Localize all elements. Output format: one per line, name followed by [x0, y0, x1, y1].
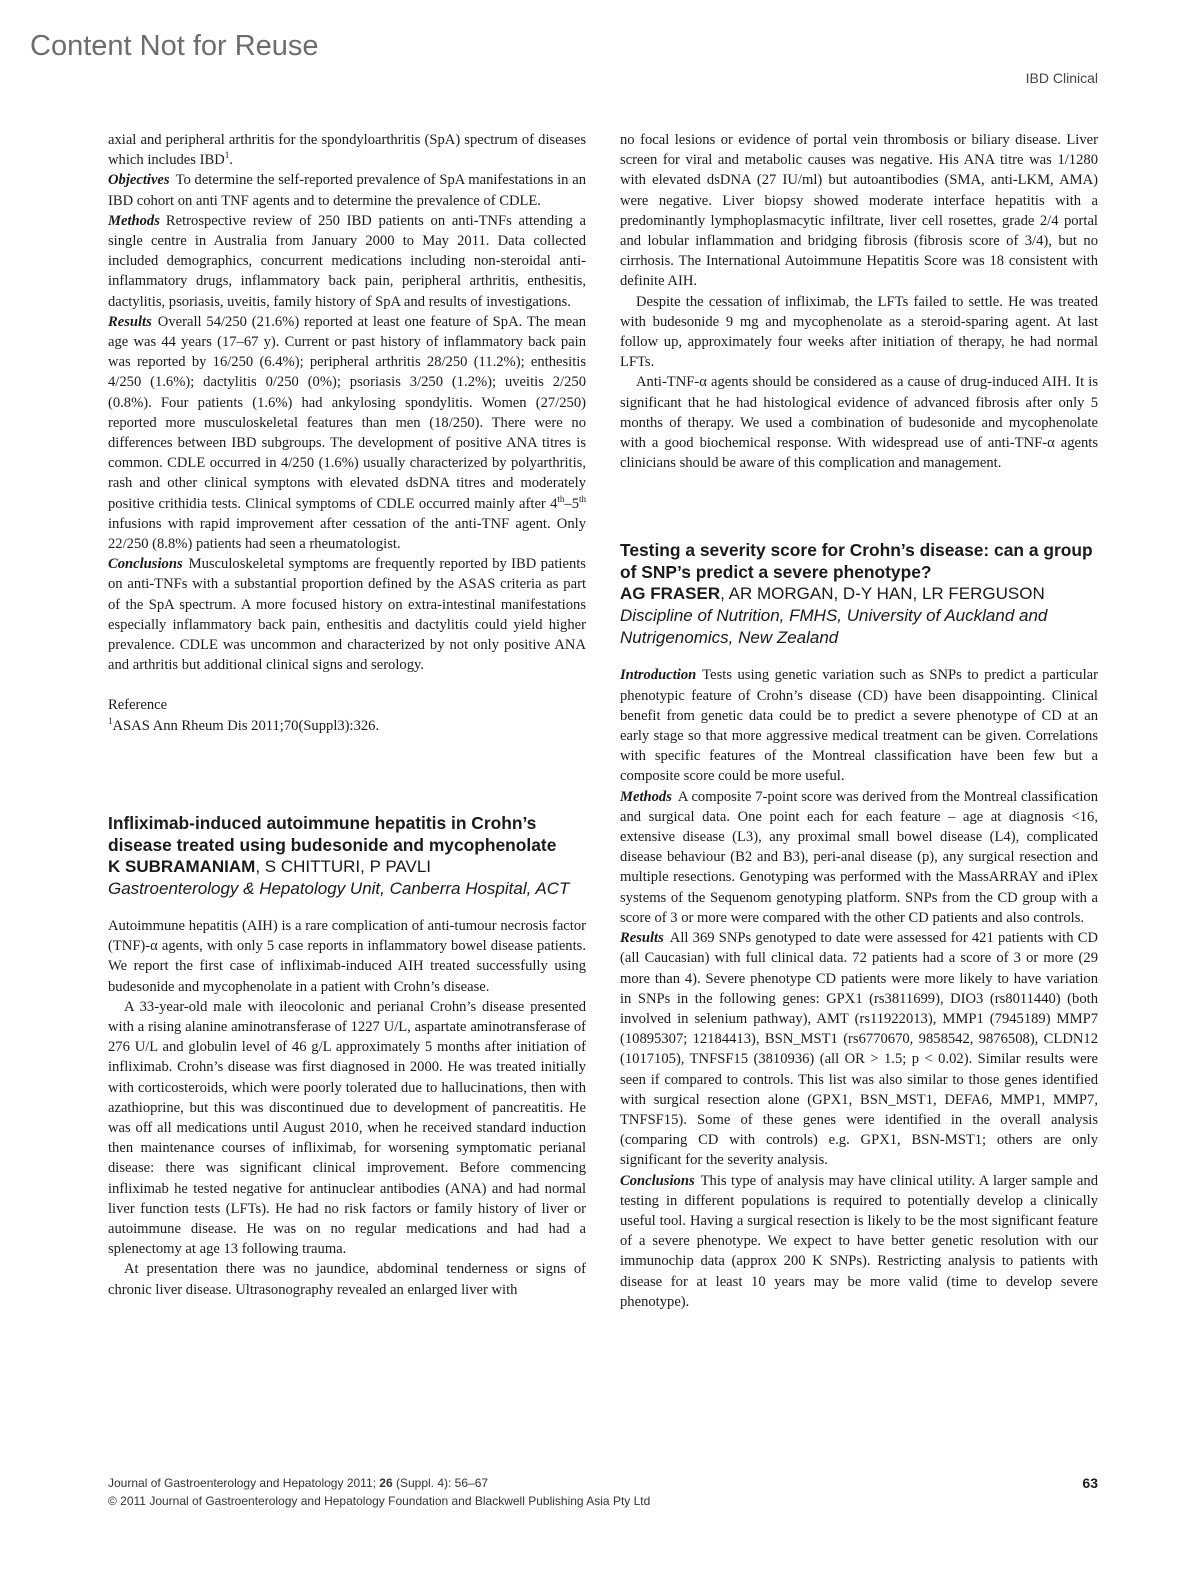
body-paragraph: At presentation there was no jaundice, abdominal tenderness or signs of chronic liver disease. Ultrasonography revealed an enlarged liver with — [108, 1261, 586, 1298]
page-number: 63 — [1082, 1475, 1098, 1491]
section-label: IBD Clinical — [1025, 70, 1098, 86]
results-text: All 369 SNPs genotyped to date were assessed for 421 patients with CD (all Caucasian) with full clinical data. 72 patients had a score of 3 or more (29 more than 4). Severe phenotype CD patients were more likely to have variation in SNPs in the following genes: GPX1 (rs3811699), DIO3 (rs8011440) (both involved in selenium pathway), AMT (rs11922013), MMP1 (7945189) MMP7 (10895307; 12184413), BSN_MST1 (rs6770670, 9858542, 9876508), CLDN12 (1017105), TNFSF15 (3810936) (all OR > 1.5; p < 0.02). Similar results were seen if compared to controls. This list was also similar to those genes identified with surgical resection alone (GPX1, BSN_MST1, DEFA6, MMP1, MMP7, TNFSF15). Some of these genes were identified in the overall analysis (comparing CD with controls) e.g. GPX1, BSN-MST1; others are only significant for the severity analysis. — [620, 930, 1098, 1169]
introduction-paragraph — [620, 665, 1098, 786]
results-label: Results — [108, 313, 152, 330]
affiliation: Gastroenterology & Hepatology Unit, Canberra Hospital, ACT — [108, 878, 570, 898]
page-footer — [108, 1474, 1098, 1510]
conclusions-label: Conclusions — [108, 556, 183, 573]
abstract-title: Infliximab-induced autoimmune hepatitis in Crohn’s disease treated using budesonide and mycophenolate — [108, 812, 557, 855]
introduction-label: Introduction — [620, 667, 697, 684]
methods-text: Retrospective review of 250 IBD patients on anti-TNFs attending a single centre in Australia from January 2000 to May 2011. Data collected included demographics, concurrent medications including non-steroidal anti-inflammatory drugs, inflammatory back pain, peripheral arthritis, enthesitis, dactylitis, psoriasis, uveitis, family history of SpA and results of investigations. — [108, 212, 586, 310]
intro-ref-sup: 1 — [224, 150, 230, 161]
objectives-paragraph — [108, 170, 586, 210]
author-list — [620, 583, 1098, 605]
intro-paragraph — [108, 130, 586, 170]
results-text-c: infusions with rapid improvement after cessation of the anti-TNF agent. Only 22/250 (8.8%) patients had seen a rheumatologist. — [108, 515, 586, 553]
intro-end: . — [229, 152, 233, 169]
continued-paragraph: no focal lesions or evidence of portal vein thrombosis or biliary disease. Liver screen for viral and metabolic causes was negative. His ANA titre was 1/1280 with elevated dsDNA (27 IU/ml) but autoantibodies (SMA, anti-LKM, AMA) were negative. Liver biopsy showed moderate interface hepatitis with a predominantly lymphoplasmacytic infiltrate, liver cell rosettes, grade 2/4 portal and lobular inflammation and bridging fibrosis (fibrosis score of 3/4), but no cirrhosis. The International Autoimmune Hepatitis Score was 18 consistent with definite AIH. — [620, 132, 1098, 290]
results-label: Results — [620, 930, 664, 947]
methods-paragraph — [620, 787, 1098, 928]
results-sup-1: th — [557, 493, 565, 504]
objectives-text: To determine the self-reported prevalence of SpA manifestations in an IBD cohort on anti TNF agents and to determine the prevalence of CDLE. — [108, 172, 586, 209]
co-authors: , S CHITTURI, P PAVLI — [255, 856, 432, 876]
objectives-label: Objectives — [108, 172, 170, 189]
results-text-b: –5 — [564, 495, 579, 512]
methods-label: Methods — [620, 788, 672, 805]
reference-item — [108, 716, 586, 736]
conclusions-paragraph — [108, 554, 586, 675]
body-paragraph: Autoimmune hepatitis (AIH) is a rare complication of anti-tumour necrosis factor (TNF)-α agents, with only 5 case reports in inflammatory bowel disease patients. We report the first case of infliximab-induced AIH treated successfully using budesonide and mycophenolate in a patient with Crohn’s disease. — [108, 917, 586, 995]
reference-heading: Reference — [108, 697, 168, 714]
spacer — [108, 675, 586, 695]
body-paragraph: Despite the cessation of infliximab, the LFTs failed to settle. He was treated with budesonide 9 mg and mycophenolate as a steroid-sparing agent. At last follow up, approximately four weeks after initiation of therapy, he had normal LFTs. — [620, 293, 1098, 371]
spacer — [108, 736, 586, 812]
results-paragraph — [108, 312, 586, 554]
methods-paragraph — [108, 211, 586, 312]
left-column — [108, 130, 586, 1300]
results-sup-2: th — [578, 493, 586, 504]
watermark: Content Not for Reuse — [30, 30, 319, 62]
introduction-text: Tests using genetic variation such as SNPs to predict a particular phenotypic feature of Crohn’s disease (CD) have been disappointing. Clinical benefit from genetic data could be to predict a severe phenotype of CD at an early stage so that more aggressive medical treatment can be given. Correlations with specific features of the Montreal classification have been few but a composite score could be more useful. — [620, 667, 1098, 785]
affiliation: Discipline of Nutrition, FMHS, University of Auckland and Nutrigenomics, New Zealand — [620, 606, 1048, 648]
journal-name: Journal of Gastroenterology and Hepatology 2011; — [108, 1476, 380, 1490]
conclusions-text: This type of analysis may have clinical utility. A larger sample and testing in different populations is required to potentially develop a clinically useful tool. Having a surgical resection is likely to be the most significant feature of a severe phenotype. We expect to have better genetic resolution with our immunochip data (approx 200 K SNPs). Restricting analysis to patients with disease for at least 10 years may be more valid (time to develop severe phenotype). — [620, 1172, 1098, 1310]
results-paragraph — [620, 928, 1098, 1170]
results-text-a: Overall 54/250 (21.6%) reported at least one feature of SpA. The mean age was 44 years (17–67 y). Current or past history of inflammatory back pain was reported by 16/250 (6.4%); peripheral arthritis 28/250 (11.2%); enthesitis 4/250 (1.6%); dactylitis 0/250 (0%); psoriasis 3/250 (1.2%); uveitis 2/250 (0.8%). Four patients (1.6%) had ankylosing spondylitis. Women (27/250) reported more musculoskeletal features than men (18/250). There were no differences between IBD subgroups. The development of positive ANA titres is common. CDLE occurred in 4/250 (1.6%) usually characterized by polyarthritis, rash and other clinical symptons with elevated dsDNA titres and moderately positive crithidia tests. Clinical symptoms of CDLE occurred mainly after 4 — [108, 313, 586, 512]
methods-label: Methods — [108, 212, 160, 229]
copyright-notice: © 2011 Journal of Gastroenterology and Hepatology Foundation and Blackwell Publishing Asia Pty Ltd — [108, 1494, 651, 1508]
author-list — [108, 856, 586, 878]
co-authors: , AR MORGAN, D-Y HAN, LR FERGUSON — [720, 584, 1045, 604]
right-column — [620, 130, 1098, 1312]
conclusions-paragraph — [620, 1171, 1098, 1312]
journal-citation — [108, 1474, 1098, 1492]
presenting-author: AG FRASER — [620, 584, 721, 604]
spacer — [620, 473, 1098, 539]
reference-text: ASAS Ann Rheum Dis 2011;70(Suppl3):326. — [112, 717, 380, 734]
methods-text: A composite 7-point score was derived from the Montreal classification and surgical data. One point each for each feature – age at diagnosis <16, extensive disease (L3), any proximal small bowel disease (L4), complicated disease behaviour (B2 and B3), peri-anal disease (p), any surgical resection and multiple resections. Genotyping was performed with the MassARRAY and iPlex systems of the Sequenom genotyping platform. SNPs from the CD group with a score of 3 or more were compared with the other CD patients and also controls. — [620, 788, 1098, 926]
journal-volume: 26 — [379, 1476, 393, 1490]
conclusions-label: Conclusions — [620, 1172, 695, 1189]
body-paragraph: Anti-TNF-α agents should be considered as a cause of drug-induced AIH. It is significant that he had histological evidence of advanced fibrosis after only 5 months of therapy. We used a combination of budesonide and mycophenolate with a good biochemical response. With widespread use of anti-TNF-α agents clinicians should be aware of this complication and management. — [620, 374, 1098, 472]
intro-text: axial and peripheral arthritis for the spondyloarthritis (SpA) spectrum of diseases which includes IBD — [108, 132, 586, 169]
presenting-author: K SUBRAMANIAM — [108, 856, 256, 876]
conclusions-text: Musculoskeletal symptoms are frequently reported by IBD patients on anti-TNFs with a substantial proportion defined by the ASAS criteria as part of the SpA spectrum. A more focused history on extra-intestinal manifestations especially inflammatory back pain, enthesitis and dactylitis could yield higher prevalence. CDLE was uncommon and characterized by not only positive ANA and arthritis but additional clinical signs and serology. — [108, 556, 586, 674]
abstract-title: Testing a severity score for Crohn’s disease: can a group of SNP’s predict a severe phenotype? — [620, 540, 1093, 583]
body-paragraph: A 33-year-old male with ileocolonic and perianal Crohn’s disease presented with a rising alanine aminotransferase of 1227 U/L, aspartate aminotransferase of 276 U/L and globulin level of 46 g/L approximately 5 months after initiation of infliximab. Crohn’s disease was first diagnosed in 2000. He was treated initially with corticosteroids, which were poorly tolerated due to hallucinations, then with azathioprine, but this was discontinued due to development of pancreatitis. He was off all medications until August 2010, when he received standard induction then maintenance courses of infliximab, for worsening symptomatic perianal disease: there was significant clinical improvement. Before commencing infliximab he tested negative for antinuclear antibodies (ANA) and had normal liver function tests (LFTs). He had no risk factors or family history of liver or autoimmune disease. He was on no regular medications and had had a splenectomy at age 13 following trauma. — [108, 998, 586, 1258]
reference-sup: 1 — [108, 715, 113, 726]
journal-issue-pages: (Suppl. 4): 56–67 — [392, 1476, 489, 1490]
